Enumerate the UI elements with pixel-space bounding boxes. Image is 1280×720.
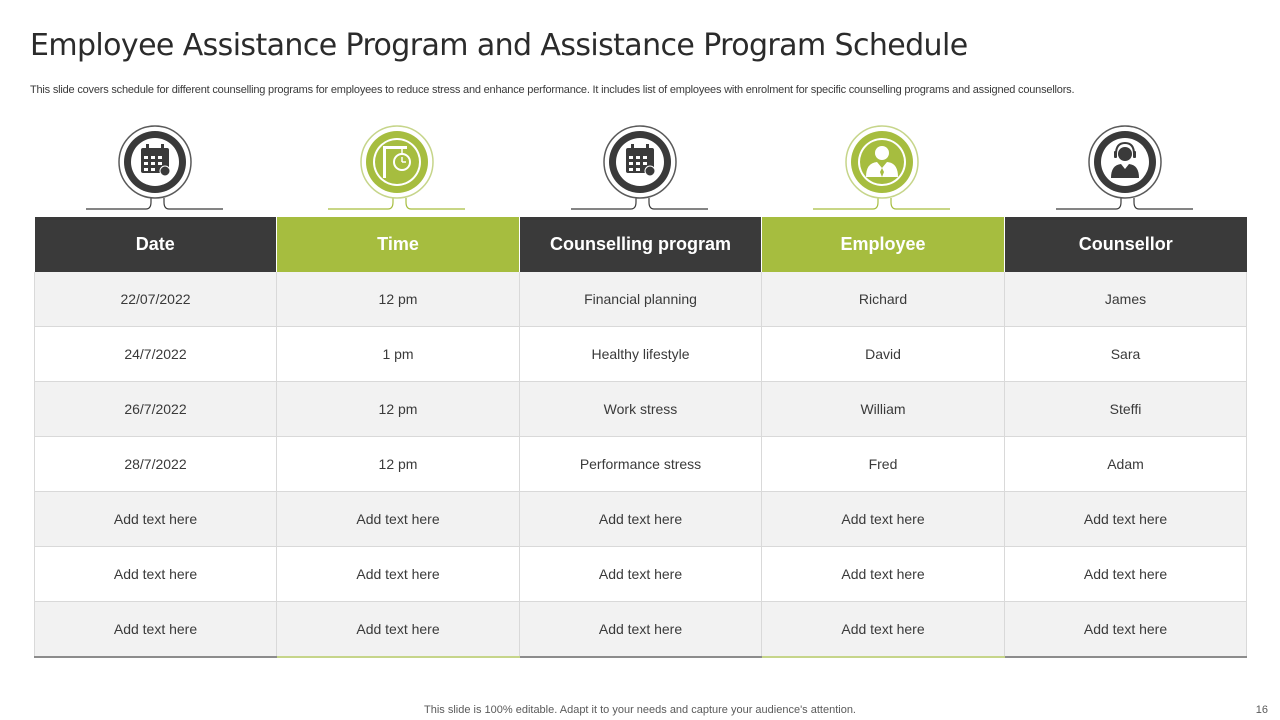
cell-date[interactable]: Add text here [35, 602, 277, 658]
cell-time[interactable]: 12 pm [277, 272, 520, 327]
page-subtitle: This slide covers schedule for different counselling programs for employees to reduce stress and enhance performance. It includes list of employees with enrolment for specific counselling programs and assigned counsellors. [30, 84, 1075, 96]
clock-sign-icon [276, 124, 518, 216]
cell-date[interactable]: 28/7/2022 [35, 437, 277, 492]
cell-counsellor[interactable]: Steffi [1005, 382, 1247, 437]
cell-time[interactable]: Add text here [277, 492, 520, 547]
cell-time[interactable]: Add text here [277, 547, 520, 602]
calendar-icon [34, 124, 276, 216]
cell-counsellor[interactable]: Add text here [1005, 492, 1247, 547]
table-row [35, 272, 1247, 327]
cell-date[interactable]: Add text here [35, 547, 277, 602]
cell-time[interactable]: Add text here [277, 602, 520, 658]
cell-program[interactable]: Add text here [520, 602, 762, 658]
cell-date[interactable]: 26/7/2022 [35, 382, 277, 437]
cell-program[interactable]: Performance stress [520, 437, 762, 492]
cell-employee[interactable]: David [762, 327, 1005, 382]
cell-program[interactable]: Financial planning [520, 272, 762, 327]
table-row [35, 437, 1247, 492]
header-counsellor: Counsellor [1005, 217, 1247, 272]
header-counselling-program: Counselling program [520, 217, 762, 272]
table-row [35, 327, 1247, 382]
header-time: Time [277, 217, 520, 272]
cell-counsellor[interactable]: James [1005, 272, 1247, 327]
cell-employee[interactable]: Add text here [762, 547, 1005, 602]
cell-counsellor[interactable]: Add text here [1005, 602, 1247, 658]
icon-marker-time [276, 124, 518, 216]
header-date: Date [35, 217, 277, 272]
employee-icon [761, 124, 1003, 216]
cell-date[interactable]: 24/7/2022 [35, 327, 277, 382]
cell-employee[interactable]: William [762, 382, 1005, 437]
page-number: 16 [1255, 704, 1268, 716]
icon-marker-program [519, 124, 761, 216]
cell-time[interactable]: 12 pm [277, 437, 520, 492]
page-title: Employee Assistance Program and Assistance Program Schedule [30, 28, 968, 63]
table-header-row [35, 217, 1247, 272]
cell-program[interactable]: Healthy lifestyle [520, 327, 762, 382]
cell-program[interactable]: Add text here [520, 547, 762, 602]
cell-employee[interactable]: Add text here [762, 602, 1005, 658]
counsellor-headset-icon [1004, 124, 1246, 216]
cell-employee[interactable]: Add text here [762, 492, 1005, 547]
cell-program[interactable]: Work stress [520, 382, 762, 437]
cell-counsellor[interactable]: Sara [1005, 327, 1247, 382]
schedule-table [34, 217, 1247, 658]
cell-time[interactable]: 1 pm [277, 327, 520, 382]
header-employee: Employee [762, 217, 1005, 272]
cell-time[interactable]: 12 pm [277, 382, 520, 437]
table-row [35, 602, 1247, 658]
cell-counsellor[interactable]: Adam [1005, 437, 1247, 492]
cell-program[interactable]: Add text here [520, 492, 762, 547]
table-row [35, 382, 1247, 437]
icon-marker-date [34, 124, 276, 216]
icon-marker-employee [761, 124, 1003, 216]
table-row [35, 492, 1247, 547]
cell-counsellor[interactable]: Add text here [1005, 547, 1247, 602]
cell-date[interactable]: 22/07/2022 [35, 272, 277, 327]
cell-date[interactable]: Add text here [35, 492, 277, 547]
calendar-icon [519, 124, 761, 216]
footer-note: This slide is 100% editable. Adapt it to your needs and capture your audience's attention. [424, 704, 856, 716]
cell-employee[interactable]: Fred [762, 437, 1005, 492]
cell-employee[interactable]: Richard [762, 272, 1005, 327]
table-row [35, 547, 1247, 602]
icon-marker-counsellor [1004, 124, 1246, 216]
